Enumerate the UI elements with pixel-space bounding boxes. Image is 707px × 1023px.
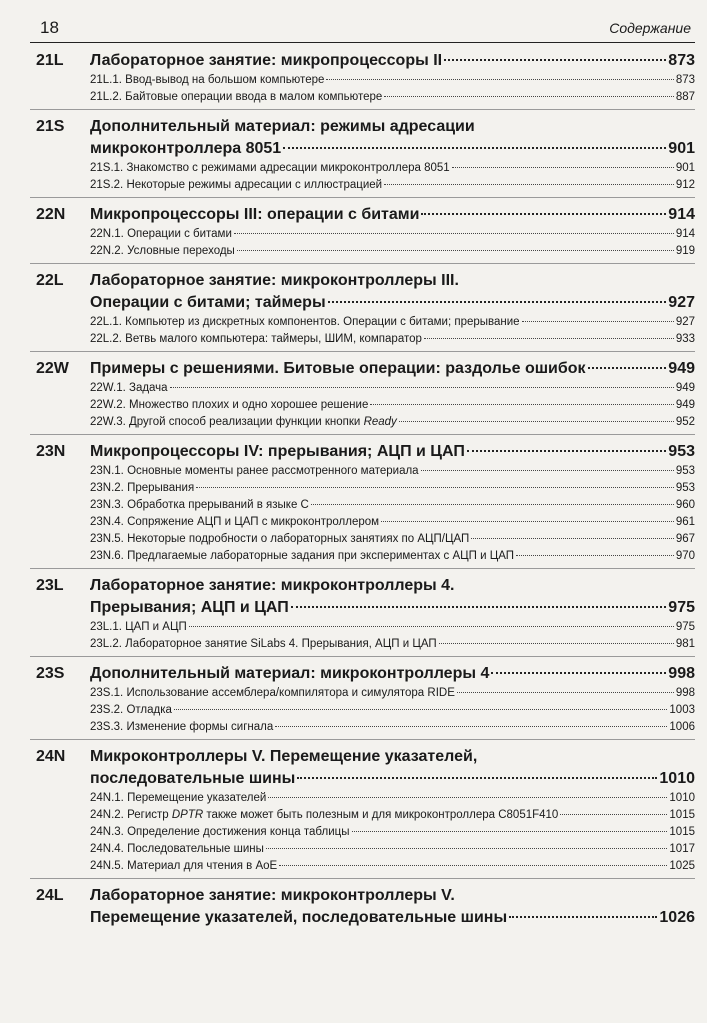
subsection-page-number: 1017 bbox=[669, 843, 695, 855]
chapter-title bbox=[90, 663, 695, 685]
subsection-page-number: 949 bbox=[675, 399, 695, 411]
subsection-title: 23N.6. Предлагаемые лабораторные задания при экспериментах с АЦП и ЦАП bbox=[90, 550, 515, 562]
subsection-entry bbox=[90, 226, 695, 243]
dot-leader bbox=[444, 59, 666, 61]
subsection-page-number: 1010 bbox=[669, 792, 695, 804]
chapter-title-line bbox=[90, 663, 695, 685]
subsection-entry bbox=[90, 160, 695, 177]
chapter-entry bbox=[30, 198, 695, 264]
dot-leader bbox=[399, 421, 674, 422]
dot-leader bbox=[170, 387, 674, 388]
subsection-page-number: 953 bbox=[675, 465, 695, 477]
chapter-id: 21L bbox=[36, 52, 64, 69]
subsection-page-number: 1015 bbox=[669, 809, 695, 821]
chapter-entry bbox=[30, 657, 695, 740]
chapter-heading bbox=[30, 204, 695, 226]
running-title: Содержание bbox=[609, 20, 691, 36]
dot-leader bbox=[268, 797, 667, 798]
chapter-id: 23N bbox=[36, 443, 66, 460]
subsection-page-number: 901 bbox=[675, 162, 695, 174]
subsection-title: 24N.5. Материал для чтения в AoE bbox=[90, 860, 278, 872]
subsection-page-number: 970 bbox=[675, 550, 695, 562]
subsection-page-number: 1025 bbox=[669, 860, 695, 872]
subsection-page-number: 919 bbox=[675, 245, 695, 257]
chapter-title bbox=[90, 358, 695, 380]
dot-leader bbox=[516, 555, 674, 556]
chapter-title-text: Дополнительный материал: режимы адресации bbox=[90, 118, 475, 135]
subsection-title: 22W.3. Другой способ реализации функции кнопки Ready bbox=[90, 416, 397, 428]
subsection-page-number: 1003 bbox=[669, 704, 695, 716]
chapter-title-text: Микропроцессоры III: операции с битами bbox=[90, 206, 420, 223]
subsection-title: 22W.2. Множество плохих и одно хорошее решение bbox=[90, 399, 369, 411]
chapter-heading bbox=[30, 575, 695, 619]
subsection-entry bbox=[90, 463, 695, 480]
chapter-entry bbox=[30, 569, 695, 657]
page-number: 18 bbox=[40, 18, 59, 37]
subsection-entry bbox=[90, 380, 695, 397]
subsection-title: 24N.4. Последовательные шины bbox=[90, 843, 264, 855]
subsection-entry bbox=[90, 548, 695, 565]
subsection-title: 23N.2. Прерывания bbox=[90, 482, 195, 494]
subsection-page-number: 914 bbox=[675, 228, 695, 240]
chapter-heading bbox=[30, 746, 695, 790]
subsection-page-number: 887 bbox=[675, 91, 695, 103]
dot-leader bbox=[326, 79, 673, 80]
subsection-entry bbox=[90, 824, 695, 841]
subsection-entry bbox=[90, 858, 695, 875]
subsection-entry bbox=[90, 790, 695, 807]
subsection-title: 22L.2. Ветвь малого компьютера: таймеры, ШИМ, компаратор bbox=[90, 333, 422, 345]
subsection-title: 21L.1. Ввод-вывод на большом компьютере bbox=[90, 74, 325, 86]
subsection-entry bbox=[90, 480, 695, 497]
chapter-page-number: 975 bbox=[668, 599, 695, 616]
subsection-entry bbox=[90, 89, 695, 106]
chapter-id: 22W bbox=[36, 360, 69, 377]
dot-leader bbox=[234, 233, 674, 234]
chapter-entry bbox=[30, 879, 695, 932]
chapter-heading bbox=[30, 270, 695, 314]
dot-leader bbox=[491, 672, 666, 674]
subsection-entry bbox=[90, 177, 695, 194]
subsection-entry bbox=[90, 331, 695, 348]
chapter-title-line bbox=[90, 597, 695, 619]
subsection-title: 23N.5. Некоторые подробности о лабораторных занятиях по АЦП/ЦАП bbox=[90, 533, 470, 545]
chapter-page-number: 914 bbox=[668, 206, 695, 223]
subsection-page-number: 873 bbox=[675, 74, 695, 86]
dot-leader bbox=[275, 726, 667, 727]
chapter-title-line bbox=[90, 575, 695, 597]
chapter-page-number: 901 bbox=[668, 140, 695, 157]
subsection-entry bbox=[90, 841, 695, 858]
subsection-title: 21L.2. Байтовые операции ввода в малом компьютере bbox=[90, 91, 383, 103]
subsection-title: 23N.3. Обработка прерываний в языке С bbox=[90, 499, 309, 511]
subsection-title: 24N.3. Определение достижения конца таблицы bbox=[90, 826, 350, 838]
chapter-heading bbox=[30, 50, 695, 72]
dot-leader bbox=[381, 521, 674, 522]
chapter-entry bbox=[30, 264, 695, 352]
chapter-entry bbox=[30, 110, 695, 198]
subsection-page-number: 998 bbox=[675, 687, 695, 699]
subsection-page-number: 1006 bbox=[669, 721, 695, 733]
subsection-title: 23N.1. Основные моменты ранее рассмотренного материала bbox=[90, 465, 419, 477]
dot-leader bbox=[457, 692, 674, 693]
dot-leader bbox=[189, 626, 674, 627]
dot-leader bbox=[311, 504, 674, 505]
dot-leader bbox=[421, 470, 674, 471]
subsection-title: 22W.1. Задача bbox=[90, 382, 168, 394]
chapter-title-line bbox=[90, 204, 695, 226]
chapter-title-text: Микроконтроллеры V. Перемещение указателей, bbox=[90, 748, 478, 765]
subsection-title: 24N.1. Перемещение указателей bbox=[90, 792, 267, 804]
subsection-entry bbox=[90, 414, 695, 431]
chapter-heading bbox=[30, 441, 695, 463]
page-header bbox=[30, 12, 695, 43]
subsection-entry bbox=[90, 531, 695, 548]
subsection-entry bbox=[90, 807, 695, 824]
chapter-title bbox=[90, 575, 695, 619]
chapter-id: 24L bbox=[36, 887, 64, 904]
dot-leader bbox=[297, 777, 657, 779]
chapter-entry bbox=[30, 740, 695, 879]
dot-leader bbox=[424, 338, 674, 339]
chapter-title-line bbox=[90, 270, 695, 292]
subsection-title: 23L.1. ЦАП и АЦП bbox=[90, 621, 187, 633]
chapter-title-line bbox=[90, 138, 695, 160]
dot-leader bbox=[522, 321, 674, 322]
chapter-title-line bbox=[90, 358, 695, 380]
dot-leader bbox=[588, 367, 667, 369]
subsection-entry bbox=[90, 636, 695, 653]
dot-leader bbox=[471, 538, 674, 539]
chapter-title-text: Операции с битами; таймеры bbox=[90, 294, 326, 311]
dot-leader bbox=[174, 709, 668, 710]
chapter-title bbox=[90, 116, 695, 160]
chapter-page-number: 953 bbox=[668, 443, 695, 460]
chapter-title bbox=[90, 50, 695, 72]
table-of-contents bbox=[30, 44, 695, 932]
chapter-title-text: Дополнительный материал: микроконтроллеры 4 bbox=[90, 665, 490, 682]
chapter-heading bbox=[30, 116, 695, 160]
subsection-entry bbox=[90, 719, 695, 736]
dot-leader bbox=[384, 184, 674, 185]
subsection-title: 22L.1. Компьютер из дискретных компонентов. Операции с битами; прерывание bbox=[90, 316, 520, 328]
subsection-title: 22N.2. Условные переходы bbox=[90, 245, 235, 257]
subsection-page-number: 952 bbox=[675, 416, 695, 428]
chapter-entry bbox=[30, 352, 695, 435]
chapter-page-number: 1010 bbox=[659, 770, 695, 787]
chapter-title-line bbox=[90, 116, 695, 138]
dot-leader bbox=[237, 250, 674, 251]
subsection-page-number: 953 bbox=[675, 482, 695, 494]
chapter-page-number: 873 bbox=[668, 52, 695, 69]
chapter-heading bbox=[30, 663, 695, 685]
subsection-page-number: 967 bbox=[675, 533, 695, 545]
subsection-page-number: 912 bbox=[675, 179, 695, 191]
dot-leader bbox=[283, 147, 666, 149]
subsection-page-number: 933 bbox=[675, 333, 695, 345]
subsection-title: 22N.1. Операции с битами bbox=[90, 228, 232, 240]
subsection-entry bbox=[90, 397, 695, 414]
chapter-title-text: Лабораторное занятие: микроконтроллеры 4. bbox=[90, 577, 455, 594]
subsection-page-number: 961 bbox=[675, 516, 695, 528]
chapter-id: 22N bbox=[36, 206, 66, 223]
chapter-title-line bbox=[90, 292, 695, 314]
dot-leader bbox=[328, 301, 667, 303]
italic-term: DPTR bbox=[171, 809, 204, 821]
chapter-title bbox=[90, 885, 695, 929]
subsection-page-number: 949 bbox=[675, 382, 695, 394]
dot-leader bbox=[352, 831, 668, 832]
dot-leader bbox=[467, 450, 666, 452]
subsection-entry bbox=[90, 72, 695, 89]
chapter-title-line bbox=[90, 907, 695, 929]
chapter-entry bbox=[30, 44, 695, 110]
chapter-id: 23L bbox=[36, 577, 64, 594]
chapter-title-line bbox=[90, 441, 695, 463]
subsection-entry bbox=[90, 619, 695, 636]
chapter-title-text: Лабораторное занятие: микропроцессоры II bbox=[90, 52, 443, 69]
chapter-page-number: 1026 bbox=[659, 909, 695, 926]
chapter-heading bbox=[30, 885, 695, 929]
dot-leader bbox=[452, 167, 674, 168]
dot-leader bbox=[509, 916, 657, 918]
dot-leader bbox=[439, 643, 674, 644]
italic-term: Ready bbox=[363, 416, 397, 428]
dot-leader bbox=[421, 213, 666, 215]
chapter-title-text: Примеры с решениями. Битовые операции: раздолье ошибок bbox=[90, 360, 586, 377]
chapter-title-text: Лабораторное занятие: микроконтроллеры III. bbox=[90, 272, 459, 289]
chapter-title-text: микроконтроллера 8051 bbox=[90, 140, 282, 157]
subsection-page-number: 981 bbox=[675, 638, 695, 650]
subsection-page-number: 975 bbox=[675, 621, 695, 633]
subsection-page-number: 960 bbox=[675, 499, 695, 511]
chapter-title-text: Лабораторное занятие: микроконтроллеры V. bbox=[90, 887, 455, 904]
subsection-entry bbox=[90, 702, 695, 719]
chapter-title-text: Прерывания; АЦП и ЦАП bbox=[90, 599, 289, 616]
subsection-title: 23S.2. Отладка bbox=[90, 704, 172, 716]
subsection-title: 23L.2. Лабораторное занятие SiLabs 4. Прерывания, АЦП и ЦАП bbox=[90, 638, 437, 650]
dot-leader bbox=[370, 404, 673, 405]
chapter-page-number: 949 bbox=[668, 360, 695, 377]
subsection-title: 21S.2. Некоторые режимы адресации с иллюстрацией bbox=[90, 179, 383, 191]
subsection-page-number: 1015 bbox=[669, 826, 695, 838]
chapter-title bbox=[90, 746, 695, 790]
chapter-title-line bbox=[90, 885, 695, 907]
subsection-title: 23N.4. Сопряжение АЦП и ЦАП с микроконтроллером bbox=[90, 516, 380, 528]
chapter-title-text: Микропроцессоры IV: прерывания; АЦП и ЦАП bbox=[90, 443, 465, 460]
chapter-title-text: Перемещение указателей, последовательные шины bbox=[90, 909, 508, 926]
chapter-title bbox=[90, 204, 695, 226]
chapter-title-text: последовательные шины bbox=[90, 770, 296, 787]
chapter-title bbox=[90, 270, 695, 314]
subsection-page-number: 927 bbox=[675, 316, 695, 328]
chapter-page-number: 927 bbox=[668, 294, 695, 311]
subsection-entry bbox=[90, 514, 695, 531]
subsection-entry bbox=[90, 243, 695, 260]
chapter-id: 21S bbox=[36, 118, 65, 135]
subsection-title: 24N.2. Регистр DPTR также может быть полезным и для микроконтроллера C8051F410 bbox=[90, 809, 559, 821]
subsection-title: 23S.1. Использование ассемблера/компилятора и симулятора RIDE bbox=[90, 687, 455, 699]
subsection-title: 21S.1. Знакомство с режимами адресации микроконтроллера 8051 bbox=[90, 162, 450, 174]
chapter-title-line bbox=[90, 768, 695, 790]
chapter-title bbox=[90, 441, 695, 463]
chapter-id: 23S bbox=[36, 665, 65, 682]
dot-leader bbox=[560, 814, 667, 815]
subsection-title: 23S.3. Изменение формы сигнала bbox=[90, 721, 274, 733]
dot-leader bbox=[266, 848, 668, 849]
dot-leader bbox=[384, 96, 673, 97]
dot-leader bbox=[196, 487, 674, 488]
chapter-page-number: 998 bbox=[668, 665, 695, 682]
chapter-entry bbox=[30, 435, 695, 569]
chapter-title-line bbox=[90, 746, 695, 768]
subsection-entry bbox=[90, 497, 695, 514]
chapter-id: 24N bbox=[36, 748, 66, 765]
dot-leader bbox=[291, 606, 667, 608]
dot-leader bbox=[279, 865, 667, 866]
subsection-entry bbox=[90, 685, 695, 702]
chapter-id: 22L bbox=[36, 272, 64, 289]
subsection-entry bbox=[90, 314, 695, 331]
chapter-title-line bbox=[90, 50, 695, 72]
chapter-heading bbox=[30, 358, 695, 380]
